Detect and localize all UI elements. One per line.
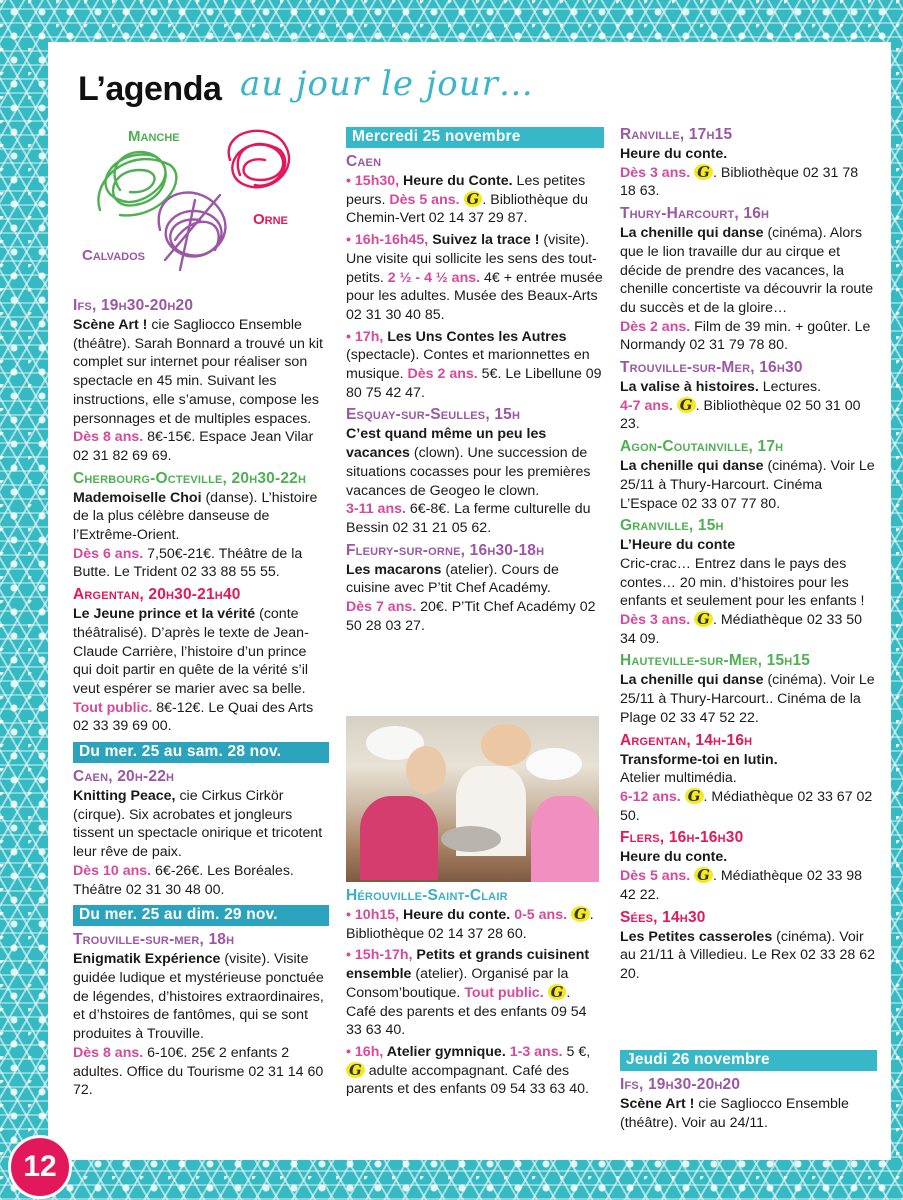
event-text: Cric-crac… Entrez dans le pays des contes… 20 min. d’histoires pour les enfants et seulement pour les enfants ! [620, 555, 865, 610]
event-age: 1-3 ans. [505, 1043, 563, 1060]
event-age: 2 ½ - 4 ½ ans. [387, 269, 481, 286]
event-place: Hauteville-sur-Mer, 15h15 [620, 652, 811, 670]
event-trouville [620, 358, 877, 434]
event-text: (visite). Visite guidée ludique et mystérieuse ponctuée de légendes, d’histoires extraordinaires, et d’hstoires de fantômes, qui se sont produites à Trouville. [73, 951, 324, 1043]
date-band: Du mer. 25 au sam. 28 nov. [73, 742, 329, 763]
scribble-manche [98, 152, 176, 215]
event-caen-2 [346, 231, 604, 325]
event-title: La chenille qui danse [620, 672, 764, 689]
event-info: . Médiathèque 02 33 67 02 50. [620, 788, 873, 824]
region-scribble-map [80, 120, 330, 295]
event-age: Dès 8 ans. [73, 1044, 144, 1061]
event-thury [620, 204, 877, 355]
event-granville [620, 516, 877, 648]
event-herouville-3 [346, 1043, 604, 1099]
event-info: 8€-15€. Espace Jean Vilar 02 31 82 69 69. [73, 429, 314, 464]
event-text: (clown). Une succession de situations cocasses pour les premières vacances de Geogeo le clown. [346, 445, 591, 499]
map-label-orne: Orne [253, 211, 288, 228]
event-time: • 16h-16h45, [346, 232, 429, 249]
event-ifs [620, 1075, 877, 1132]
event-caen-1 [346, 172, 604, 228]
event-info: . Bibliothèque du Chemin-Vert 02 14 37 29 87. [346, 191, 589, 227]
event-caen-3 [346, 328, 604, 403]
column-3-bottom [620, 1044, 877, 1135]
event-text: (conte théâtralisé). D’après le texte de Jean-Claude Carrière, l’histoire d’un prince qui doit partir en quête de la vérité s’il veut espérer se marier avec sa belle. [73, 606, 309, 697]
event-place: Thury-Harcourt, 16h [620, 205, 770, 223]
event-info: . Bibliothèque 02 14 37 28 60. [346, 907, 594, 942]
event-place: Trouville-sur-Mer, 16h30 [620, 359, 803, 377]
event-title: Atelier gymnique. [383, 1043, 506, 1060]
event-place: Argentan, 14h-16h [620, 731, 753, 749]
column-2 [346, 121, 604, 638]
event-title: Heure du conte. [620, 849, 728, 866]
event-age: Dès 3 ans. [620, 164, 691, 181]
event-title: Scène Art ! [73, 317, 148, 333]
event-title: La valise à histoires. [620, 379, 759, 396]
event-title: Enigmatik Expérience [73, 951, 221, 968]
free-badge-icon: G [548, 984, 567, 1000]
event-age: 6-12 ans. [620, 788, 681, 805]
column-3 [620, 125, 877, 987]
event-text: (cinéma). Voir Le 25/11 à Thury-Harcourt. Cinéma L’Espace 02 33 07 77 80. [620, 458, 875, 512]
event-age: Dès 2 ans. [620, 318, 691, 335]
event-time: • 15h30, [346, 173, 400, 189]
column-2-bottom [346, 886, 604, 1102]
event-place: Esquay-sur-Seulles, 15h [346, 406, 521, 424]
event-title: C’est quand même un peu les vacances [346, 426, 547, 462]
event-title: Petits et grands cuisinent ensemble [346, 947, 590, 983]
event-age: Dès 6 ans. [73, 545, 144, 562]
event-info: . Café des parents et des enfants 09 54 33 63 40. [346, 984, 587, 1039]
event-herouville-1 [346, 906, 604, 943]
event-text: cie Cirkus Cirkör (cirque). Six acrobates et jongleurs tissent un spectacle onirique et tricotent leur rêve de paix. [73, 788, 323, 861]
event-info: 5€. Le Libellune 09 80 75 42 47. [346, 366, 602, 401]
event-place: Ifs, 19h30-20h20 [73, 297, 194, 314]
event-text: (cinéma). Voir Le 25/11 à Thury-Harcourt.. Cinéma de la Plage 02 33 47 52 22. [620, 672, 875, 726]
event-title: Transforme-toi en lutin. [620, 751, 778, 768]
free-badge-icon: G [694, 611, 713, 627]
date-band: Du mer. 25 au dim. 29 nov. [73, 905, 329, 926]
map-label-calvados: Calvados [82, 247, 145, 264]
page-title: L’agenda [78, 70, 222, 108]
event-fleury [346, 541, 604, 636]
event-title: Suivez la trace ! [428, 232, 540, 249]
event-herouville-2 [346, 946, 604, 1040]
event-place: Agon-Coutainville, 17h [620, 438, 784, 456]
cooking-class-photo [346, 716, 599, 882]
event-time: • 15h-17h, [346, 947, 413, 964]
event-place: Trouville-sur-mer, 18h [73, 931, 235, 949]
event-age: Dès 7 ans. [346, 599, 417, 616]
scribble-calvados [159, 193, 226, 270]
event-argentan [620, 731, 877, 826]
event-text: (visite). Une visite qui sollicite les sens des tout-petits. [346, 232, 597, 286]
event-info: . Bibliothèque 02 31 78 18 63. [620, 164, 859, 200]
event-cherbourg [73, 469, 329, 583]
event-info: 4€ + entrée musée pour les adultes. Musée des Beaux-Arts 02 31 30 40 85. [346, 269, 603, 323]
event-title: Mademoiselle Choi [73, 489, 202, 506]
event-text: Les petites peurs. [346, 173, 586, 208]
event-hauteville [620, 651, 877, 727]
event-age: Dès 5 ans. [620, 868, 691, 885]
event-title: Scène Art ! [620, 1096, 695, 1112]
event-age: Tout public. [73, 699, 153, 716]
event-age: 4-7 ans. [620, 397, 673, 414]
event-time: • 10h15, [346, 907, 400, 923]
event-info: 6-10€. 25€ 2 enfants 2 adultes. Office du Tourisme 02 31 14 60 72. [73, 1044, 324, 1099]
event-text: Lectures. [758, 379, 822, 396]
event-caen [73, 767, 329, 899]
event-title: Le Jeune prince et la vérité [73, 606, 256, 623]
event-info: adulte accompagnant. Café des parents et des enfants 09 54 33 63 40. [346, 1062, 589, 1098]
event-trouville [73, 930, 329, 1100]
event-text: cie Sagliocco Ensemble (théâtre). Voir au 24/11. [620, 1096, 849, 1131]
event-place: Cherbourg-Octeville, 20h30-22h [73, 469, 307, 487]
event-age: Tout public. [464, 984, 544, 1001]
event-age: 0-5 ans. [510, 907, 568, 923]
event-info: . Médiathèque 02 33 50 34 09. [620, 612, 863, 647]
event-text: cie Sagliocco Ensemble (théâtre). Sarah Bonnard a trouvé un kit complet sur internet pour réaliser son spectacle en 45 min. Suivant les instructions, elle s’amuse, compose les personnages et de multiples espaces. [73, 317, 323, 427]
event-place: Ranville, 17h15 [620, 126, 733, 143]
event-title: Les Petites casseroles [620, 928, 773, 945]
date-band: Jeudi 26 novembre [620, 1050, 877, 1071]
event-age: Dès 2 ans. [407, 366, 478, 383]
event-time: • 16h, [346, 1043, 384, 1060]
event-info: 6€-26€. Les Boréales. Théâtre 02 31 30 48 00. [73, 862, 294, 898]
city-heading: Hérouville-Saint-Clair [346, 887, 508, 904]
event-place: Ifs, 19h30-20h20 [620, 1076, 741, 1093]
event-info: 7,50€-21€. Théâtre de la Butte. Le Trident 02 33 88 55 55. [73, 545, 303, 581]
event-place: Sées, 14h30 [620, 908, 706, 926]
event-time: • 17h, [346, 328, 384, 345]
free-badge-icon: G [694, 867, 713, 883]
event-text: (atelier). Organisé par la Consom’boutique. [346, 966, 569, 1001]
event-age: Dès 5 ans. [389, 191, 460, 208]
event-place: Flers, 16h-16h30 [620, 829, 744, 847]
event-info: 8€-12€. Le Quai des Arts 02 33 39 69 00. [73, 699, 314, 735]
event-text: (spectacle). Contes et marionnettes en musique. [346, 347, 590, 383]
event-info: . Médiathèque 02 33 98 42 22. [620, 868, 863, 903]
event-ranville [620, 125, 877, 201]
event-place: Argentan, 20h30-21h40 [73, 586, 241, 604]
event-agon [620, 437, 877, 513]
event-info: . Bibliothèque 02 50 31 00 23. [620, 397, 861, 433]
page-subtitle: au jour le jour… [240, 64, 534, 104]
event-text: (cinéma). Alors que le lion travaille dur au cirque et décide de prendre des vacances, la chenille concertiste va découvrir la route du succès et de la gloire… [620, 225, 874, 316]
column-1 [73, 296, 329, 1103]
free-badge-icon: G [464, 191, 483, 207]
event-sees [620, 908, 877, 984]
free-badge-icon: G [694, 164, 713, 180]
free-badge-icon: G [677, 397, 696, 413]
date-band: Mercredi 25 novembre [346, 127, 604, 148]
scribble-orne [229, 131, 289, 187]
event-ifs [73, 296, 329, 466]
event-title: Heure du conte. [399, 907, 511, 923]
event-info: 20€. P’Tit Chef Académy 02 50 28 03 27. [346, 599, 596, 634]
event-text: 5 €, [562, 1043, 591, 1060]
event-argentan [73, 585, 329, 736]
free-badge-icon: G [571, 906, 590, 922]
event-text: (cinéma). Voir au 21/11 à Villedieu. Le Rex 02 33 28 62 20. [620, 928, 876, 982]
page-number: 12 [8, 1135, 72, 1199]
map-label-manche: Manche [128, 128, 180, 145]
event-title: La chenille qui danse [620, 225, 764, 242]
event-age: 3-11 ans. [346, 501, 406, 518]
event-place: Caen, 20h-22h [73, 768, 175, 786]
event-text: (atelier). Cours de cuisine avec P’tit Chef Académy. [346, 561, 559, 597]
event-title: Heure du conte. [620, 146, 728, 162]
event-title: Heure du Conte. [399, 173, 513, 189]
event-title: Les macarons [346, 561, 442, 578]
event-place: Fleury-sur-orne, 16h30-18h [346, 541, 545, 559]
event-age: Dès 8 ans. [73, 429, 144, 446]
event-flers [620, 828, 877, 904]
event-place: Granville, 15h [620, 517, 724, 535]
event-info: 6€-8€. La ferme culturelle du Bessin 02 31 21 05 62. [346, 501, 591, 536]
event-esquay [346, 405, 604, 537]
event-title: Knitting Peace, [73, 788, 176, 805]
event-title: Les Uns Contes les Autres [383, 328, 567, 345]
event-age: Dès 3 ans. [620, 612, 691, 629]
event-text: Atelier multimédia. [620, 770, 737, 787]
city-heading: Caen [346, 153, 382, 170]
event-title: La chenille qui danse [620, 458, 764, 475]
event-info: Film de 39 min. + goûter. Le Normandy 02 31 79 78 80. [620, 318, 871, 354]
event-age: Dès 10 ans. [73, 862, 152, 879]
free-badge-icon: G [346, 1062, 365, 1078]
free-badge-icon: G [685, 788, 704, 804]
event-text: (danse). L’histoire de la plus célèbre danseuse de l’Extrême-Orient. [73, 489, 318, 544]
event-title: L’Heure du conte [620, 537, 736, 554]
